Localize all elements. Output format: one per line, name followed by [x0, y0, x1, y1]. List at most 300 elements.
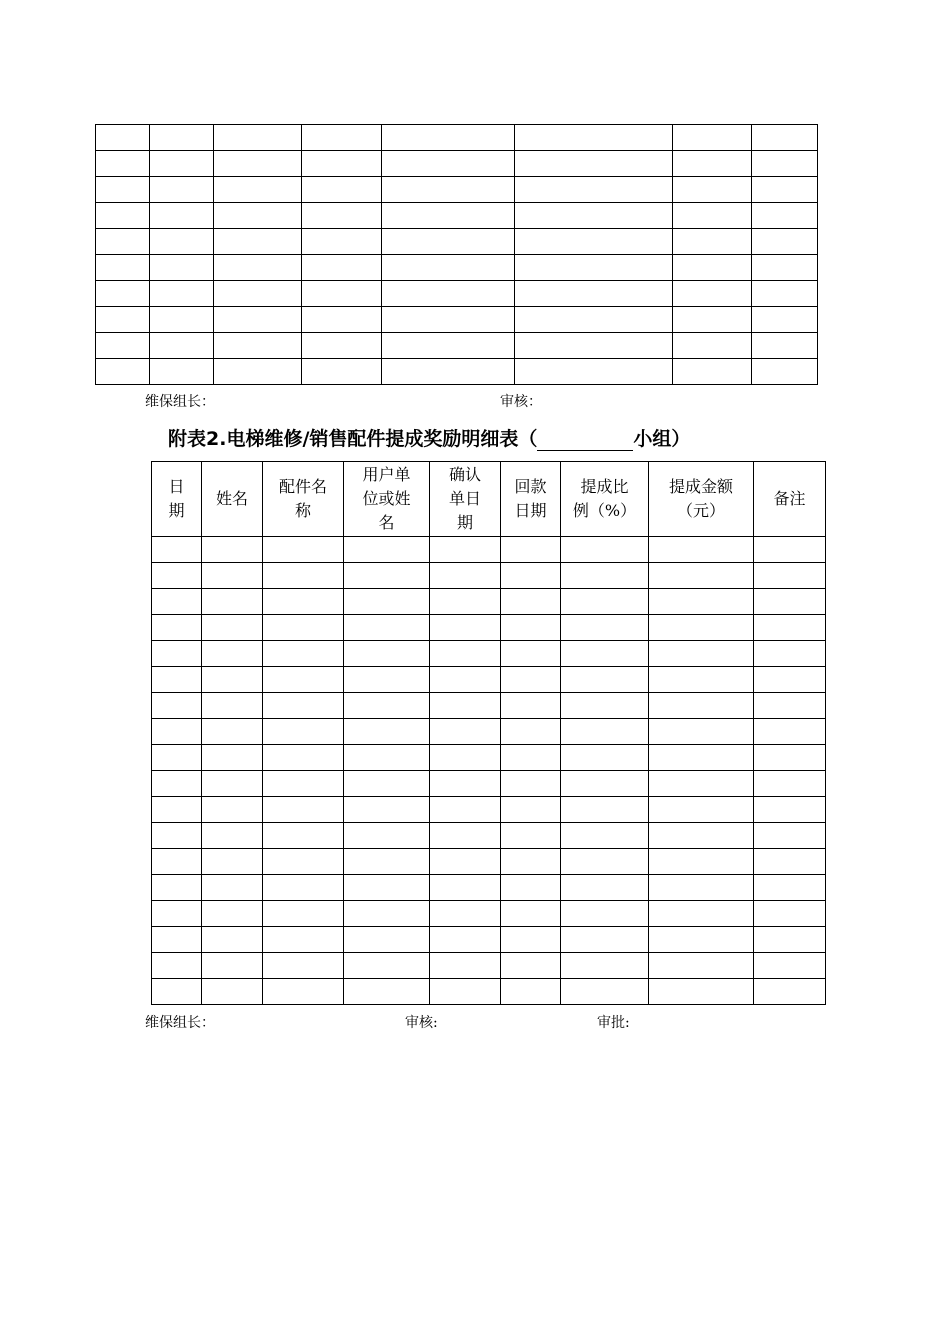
- table-cell[interactable]: [152, 901, 202, 927]
- table-cell[interactable]: [344, 823, 430, 849]
- table-cell[interactable]: [754, 693, 826, 719]
- table-cell[interactable]: [202, 641, 263, 667]
- table-cell[interactable]: [501, 979, 561, 1005]
- table-cell[interactable]: [649, 693, 754, 719]
- table-row: [152, 641, 826, 667]
- table-cell[interactable]: [515, 203, 673, 229]
- table-cell[interactable]: [649, 667, 754, 693]
- column-header-line: 提成金额: [668, 477, 733, 496]
- table-cell[interactable]: [152, 537, 202, 563]
- table-cell[interactable]: [263, 693, 344, 719]
- table-cell[interactable]: [515, 281, 673, 307]
- table-cell[interactable]: [344, 875, 430, 901]
- table-cell[interactable]: [515, 359, 673, 385]
- table-cell[interactable]: [152, 823, 202, 849]
- table-cell[interactable]: [152, 979, 202, 1005]
- table-cell[interactable]: [382, 307, 515, 333]
- column-header: [430, 462, 501, 537]
- table-cell[interactable]: [302, 333, 382, 359]
- column-header-label: [279, 475, 327, 523]
- table-cell[interactable]: [673, 229, 752, 255]
- table-cell[interactable]: [302, 307, 382, 333]
- table-cell[interactable]: [673, 125, 752, 151]
- table-cell[interactable]: [649, 901, 754, 927]
- table-cell[interactable]: [344, 537, 430, 563]
- table-cell[interactable]: [263, 849, 344, 875]
- table-cell[interactable]: [649, 563, 754, 589]
- table-cell[interactable]: [96, 229, 150, 255]
- table-cell[interactable]: [561, 823, 649, 849]
- table-row: [152, 615, 826, 641]
- column-header-line: 姓名: [215, 489, 248, 508]
- table-cell[interactable]: [202, 589, 263, 615]
- table-cell[interactable]: [150, 151, 214, 177]
- table-cell[interactable]: [302, 125, 382, 151]
- table-cell[interactable]: [501, 615, 561, 641]
- table-row: [152, 667, 826, 693]
- table-cell[interactable]: [202, 953, 263, 979]
- table-cell[interactable]: [501, 693, 561, 719]
- table-cell[interactable]: [561, 719, 649, 745]
- table-cell[interactable]: [515, 229, 673, 255]
- table-row: [152, 953, 826, 979]
- table-cell[interactable]: [152, 719, 202, 745]
- table-cell[interactable]: [754, 615, 826, 641]
- column-header-label: [573, 475, 636, 523]
- table-cell[interactable]: [673, 255, 752, 281]
- column-header-line: 期: [456, 513, 473, 532]
- table-cell[interactable]: [344, 589, 430, 615]
- table-cell[interactable]: [501, 589, 561, 615]
- table-cell[interactable]: [96, 307, 150, 333]
- table-cell[interactable]: [501, 745, 561, 771]
- table-cell[interactable]: [263, 875, 344, 901]
- table-cell[interactable]: [649, 979, 754, 1005]
- table-cell[interactable]: [649, 797, 754, 823]
- table-cell[interactable]: [430, 849, 501, 875]
- table-cell[interactable]: [649, 953, 754, 979]
- table-cell[interactable]: [501, 849, 561, 875]
- table-cell[interactable]: [649, 537, 754, 563]
- maintenance-leader-label-2: 维保组长：: [145, 1015, 215, 1031]
- table-cell[interactable]: [561, 979, 649, 1005]
- table-cell[interactable]: [430, 589, 501, 615]
- table-cell[interactable]: [673, 203, 752, 229]
- table-cell[interactable]: [214, 281, 302, 307]
- column-header: [501, 462, 561, 537]
- table-cell[interactable]: [561, 927, 649, 953]
- table-cell[interactable]: [754, 927, 826, 953]
- maintenance-leader-label-1: 维保组长：: [145, 394, 215, 410]
- table-cell[interactable]: [202, 745, 263, 771]
- table-cell[interactable]: [150, 125, 214, 151]
- table-cell[interactable]: [754, 771, 826, 797]
- table-cell[interactable]: [202, 771, 263, 797]
- table-cell[interactable]: [302, 229, 382, 255]
- table-row: [96, 125, 818, 151]
- approve-label: 审批:: [597, 1015, 630, 1031]
- table-cell[interactable]: [561, 615, 649, 641]
- table-cell[interactable]: [263, 797, 344, 823]
- table-cell[interactable]: [754, 667, 826, 693]
- table-row: [152, 901, 826, 927]
- table-cell[interactable]: [214, 255, 302, 281]
- table-row: [96, 151, 818, 177]
- table-cell[interactable]: [501, 667, 561, 693]
- table-cell[interactable]: [649, 615, 754, 641]
- table-cell[interactable]: [752, 281, 818, 307]
- table-cell[interactable]: [344, 901, 430, 927]
- table-cell[interactable]: [430, 745, 501, 771]
- table-cell[interactable]: [754, 901, 826, 927]
- table-cell[interactable]: [302, 203, 382, 229]
- table-cell[interactable]: [96, 177, 150, 203]
- table-cell[interactable]: [430, 563, 501, 589]
- table-cell[interactable]: [561, 771, 649, 797]
- table-cell[interactable]: [150, 333, 214, 359]
- table-cell[interactable]: [150, 255, 214, 281]
- table-cell[interactable]: [673, 151, 752, 177]
- table-cell[interactable]: [214, 359, 302, 385]
- table-cell[interactable]: [344, 563, 430, 589]
- table-cell[interactable]: [302, 151, 382, 177]
- table-cell[interactable]: [263, 589, 344, 615]
- table-2: [151, 461, 826, 1005]
- table-cell[interactable]: [430, 797, 501, 823]
- table-cell[interactable]: [752, 359, 818, 385]
- table-cell[interactable]: [430, 641, 501, 667]
- table-cell[interactable]: [382, 151, 515, 177]
- table-cell[interactable]: [263, 823, 344, 849]
- table-cell[interactable]: [152, 641, 202, 667]
- table-cell[interactable]: [430, 667, 501, 693]
- table-cell[interactable]: [752, 203, 818, 229]
- table-cell[interactable]: [515, 307, 673, 333]
- table-row: [152, 589, 826, 615]
- table-cell[interactable]: [501, 797, 561, 823]
- table-cell[interactable]: [501, 719, 561, 745]
- table-1: [95, 124, 818, 385]
- table-row: [96, 255, 818, 281]
- column-header-line: 日期: [514, 501, 547, 520]
- table-cell[interactable]: [214, 203, 302, 229]
- table-cell[interactable]: [649, 927, 754, 953]
- column-header-label: [514, 475, 546, 523]
- table-cell[interactable]: [501, 771, 561, 797]
- table-cell[interactable]: [382, 333, 515, 359]
- table-cell[interactable]: [152, 745, 202, 771]
- table-cell[interactable]: [202, 667, 263, 693]
- table-cell[interactable]: [263, 563, 344, 589]
- table-cell[interactable]: [152, 771, 202, 797]
- column-header: [754, 462, 826, 537]
- table-cell[interactable]: [673, 281, 752, 307]
- table-cell[interactable]: [501, 953, 561, 979]
- table-cell[interactable]: [302, 359, 382, 385]
- table-cell[interactable]: [561, 875, 649, 901]
- table-cell[interactable]: [344, 771, 430, 797]
- table-cell[interactable]: [344, 615, 430, 641]
- table-cell[interactable]: [673, 333, 752, 359]
- table-cell[interactable]: [649, 823, 754, 849]
- table-cell[interactable]: [96, 203, 150, 229]
- table-cell[interactable]: [649, 641, 754, 667]
- table-cell[interactable]: [501, 563, 561, 589]
- table-row: [152, 719, 826, 745]
- table-cell[interactable]: [754, 849, 826, 875]
- table-cell[interactable]: [344, 979, 430, 1005]
- table-cell[interactable]: [430, 537, 501, 563]
- table-cell[interactable]: [754, 537, 826, 563]
- table-cell[interactable]: [263, 771, 344, 797]
- table-cell[interactable]: [202, 537, 263, 563]
- table-cell[interactable]: [263, 901, 344, 927]
- table-cell[interactable]: [515, 151, 673, 177]
- table-cell[interactable]: [430, 875, 501, 901]
- table-cell[interactable]: [152, 693, 202, 719]
- table-cell[interactable]: [96, 359, 150, 385]
- table-row: [152, 979, 826, 1005]
- table-cell[interactable]: [752, 125, 818, 151]
- table-cell[interactable]: [202, 797, 263, 823]
- table-cell[interactable]: [152, 953, 202, 979]
- column-header-label: [773, 487, 805, 511]
- table-cell[interactable]: [382, 359, 515, 385]
- table-cell[interactable]: [501, 823, 561, 849]
- review-label-1: 审核：: [500, 394, 542, 410]
- table-cell[interactable]: [202, 823, 263, 849]
- table-cell[interactable]: [214, 151, 302, 177]
- column-header-line: 期: [168, 501, 185, 520]
- table-cell[interactable]: [202, 563, 263, 589]
- table-row: [152, 875, 826, 901]
- table-cell[interactable]: [382, 229, 515, 255]
- table-cell[interactable]: [382, 281, 515, 307]
- column-header-line: （元）: [676, 501, 725, 520]
- table-cell[interactable]: [382, 203, 515, 229]
- table-2-title: [168, 424, 690, 451]
- table-cell[interactable]: [754, 797, 826, 823]
- table-cell[interactable]: [214, 229, 302, 255]
- table-cell[interactable]: [561, 901, 649, 927]
- table-cell[interactable]: [754, 563, 826, 589]
- table-cell[interactable]: [430, 823, 501, 849]
- table-cell[interactable]: [430, 901, 501, 927]
- table-cell[interactable]: [752, 255, 818, 281]
- table-cell[interactable]: [561, 693, 649, 719]
- table-cell[interactable]: [152, 667, 202, 693]
- review-label-2: 审核:: [405, 1015, 438, 1031]
- table-cell[interactable]: [96, 151, 150, 177]
- table-cell[interactable]: [561, 953, 649, 979]
- table-cell[interactable]: [152, 615, 202, 641]
- table-cell[interactable]: [430, 615, 501, 641]
- table-cell[interactable]: [501, 901, 561, 927]
- table-cell[interactable]: [150, 281, 214, 307]
- table-cell[interactable]: [202, 849, 263, 875]
- table-cell[interactable]: [202, 615, 263, 641]
- table-cell[interactable]: [501, 641, 561, 667]
- table-cell[interactable]: [202, 979, 263, 1005]
- table-row: [96, 307, 818, 333]
- table-cell[interactable]: [263, 927, 344, 953]
- table-row: [152, 745, 826, 771]
- table-cell[interactable]: [754, 979, 826, 1005]
- column-header-line: 位或姓: [362, 489, 411, 508]
- table-row: [152, 823, 826, 849]
- table-cell[interactable]: [344, 953, 430, 979]
- table-cell[interactable]: [561, 589, 649, 615]
- column-header-line: 用户单: [362, 465, 411, 484]
- table-cell[interactable]: [561, 745, 649, 771]
- table-cell[interactable]: [202, 693, 263, 719]
- table-cell[interactable]: [150, 177, 214, 203]
- table-cell[interactable]: [202, 875, 263, 901]
- table-cell[interactable]: [754, 641, 826, 667]
- table-cell[interactable]: [382, 125, 515, 151]
- table-row: [152, 797, 826, 823]
- table-cell[interactable]: [673, 359, 752, 385]
- table-cell[interactable]: [344, 745, 430, 771]
- table-cell[interactable]: [263, 979, 344, 1005]
- table-cell[interactable]: [649, 745, 754, 771]
- table-cell[interactable]: [302, 177, 382, 203]
- table-cell[interactable]: [561, 537, 649, 563]
- table-cell[interactable]: [150, 307, 214, 333]
- table-cell[interactable]: [344, 641, 430, 667]
- table-cell[interactable]: [754, 875, 826, 901]
- table-cell[interactable]: [263, 537, 344, 563]
- table-cell[interactable]: [263, 667, 344, 693]
- table-cell[interactable]: [430, 771, 501, 797]
- table-cell[interactable]: [152, 797, 202, 823]
- table-cell[interactable]: [649, 771, 754, 797]
- table-cell[interactable]: [501, 875, 561, 901]
- table-cell[interactable]: [150, 359, 214, 385]
- table-cell[interactable]: [344, 927, 430, 953]
- table-cell[interactable]: [752, 177, 818, 203]
- table-cell[interactable]: [515, 255, 673, 281]
- table-cell[interactable]: [96, 125, 150, 151]
- column-header-line: 例（%）: [572, 501, 637, 520]
- table-cell[interactable]: [344, 719, 430, 745]
- column-header: [202, 462, 263, 537]
- group-name-blank[interactable]: [537, 430, 633, 451]
- table-cell[interactable]: [302, 281, 382, 307]
- table-cell[interactable]: [752, 229, 818, 255]
- table-row: [96, 359, 818, 385]
- table-cell[interactable]: [515, 333, 673, 359]
- table-cell[interactable]: [754, 823, 826, 849]
- table-cell[interactable]: [302, 255, 382, 281]
- column-header-line: 称: [294, 501, 311, 520]
- table-cell[interactable]: [263, 953, 344, 979]
- table-cell[interactable]: [754, 719, 826, 745]
- table-row: [96, 229, 818, 255]
- table-cell[interactable]: [263, 641, 344, 667]
- table-cell[interactable]: [382, 255, 515, 281]
- table-cell[interactable]: [673, 307, 752, 333]
- column-header-label: [362, 463, 410, 535]
- table-cell[interactable]: [752, 333, 818, 359]
- table-cell[interactable]: [263, 745, 344, 771]
- table-cell[interactable]: [561, 797, 649, 823]
- table-cell[interactable]: [344, 667, 430, 693]
- table-row: [96, 203, 818, 229]
- column-header-line: 名: [378, 513, 395, 532]
- table-cell[interactable]: [754, 589, 826, 615]
- table-cell[interactable]: [561, 641, 649, 667]
- table-cell[interactable]: [515, 125, 673, 151]
- table-cell[interactable]: [214, 125, 302, 151]
- table-cell[interactable]: [561, 667, 649, 693]
- table-cell[interactable]: [501, 537, 561, 563]
- table-cell[interactable]: [649, 589, 754, 615]
- table-cell[interactable]: [754, 953, 826, 979]
- column-header-label: [216, 487, 248, 511]
- table-cell[interactable]: [150, 203, 214, 229]
- table-cell[interactable]: [430, 979, 501, 1005]
- table-cell[interactable]: [96, 255, 150, 281]
- table-cell[interactable]: [344, 693, 430, 719]
- table-cell[interactable]: [649, 875, 754, 901]
- table-cell[interactable]: [673, 177, 752, 203]
- table-cell[interactable]: [263, 719, 344, 745]
- column-header-line: 回款: [514, 477, 547, 496]
- table-cell[interactable]: [96, 281, 150, 307]
- table-cell[interactable]: [430, 719, 501, 745]
- table-row: [152, 537, 826, 563]
- table-cell[interactable]: [561, 849, 649, 875]
- table-cell[interactable]: [96, 333, 150, 359]
- column-header-label: [449, 463, 481, 535]
- table-cell[interactable]: [649, 719, 754, 745]
- column-header: [152, 462, 202, 537]
- table-cell[interactable]: [152, 875, 202, 901]
- table-cell[interactable]: [515, 177, 673, 203]
- table-cell[interactable]: [263, 615, 344, 641]
- table-cell[interactable]: [152, 563, 202, 589]
- table-cell[interactable]: [150, 229, 214, 255]
- table-cell[interactable]: [752, 307, 818, 333]
- table-row: [152, 849, 826, 875]
- table-cell[interactable]: [202, 901, 263, 927]
- table-cell[interactable]: [754, 745, 826, 771]
- table-cell[interactable]: [561, 563, 649, 589]
- table-row: [152, 563, 826, 589]
- table-cell[interactable]: [152, 589, 202, 615]
- table-row: [152, 693, 826, 719]
- table-cell[interactable]: [152, 849, 202, 875]
- table-cell[interactable]: [202, 719, 263, 745]
- table-cell[interactable]: [214, 307, 302, 333]
- column-header: [649, 462, 754, 537]
- table-cell[interactable]: [752, 151, 818, 177]
- table-cell[interactable]: [382, 177, 515, 203]
- table-cell[interactable]: [214, 177, 302, 203]
- table-cell[interactable]: [202, 927, 263, 953]
- table-cell[interactable]: [214, 333, 302, 359]
- table-cell[interactable]: [344, 849, 430, 875]
- column-header-line: 单日: [448, 489, 481, 508]
- table-cell[interactable]: [430, 953, 501, 979]
- table-cell[interactable]: [649, 849, 754, 875]
- table-cell[interactable]: [152, 927, 202, 953]
- table-cell[interactable]: [430, 693, 501, 719]
- table-cell[interactable]: [344, 797, 430, 823]
- table-cell[interactable]: [430, 927, 501, 953]
- table-cell[interactable]: [501, 927, 561, 953]
